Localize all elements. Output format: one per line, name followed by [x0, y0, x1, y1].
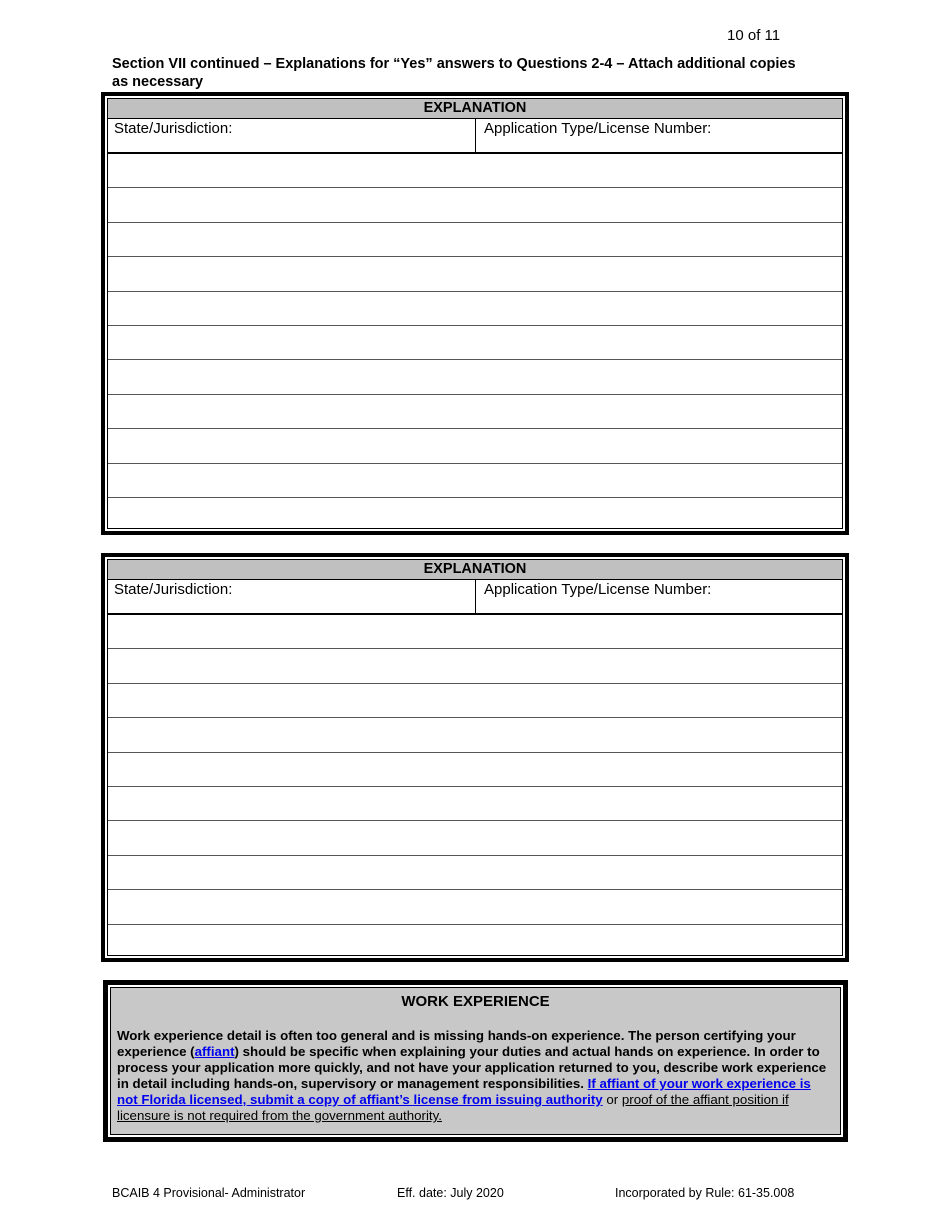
license-number-field[interactable] [476, 580, 842, 613]
license-requirement-link[interactable]: If affiant of your work experience is not Florida licensed, submit a copy of affiant’s license from issuing authority [117, 1076, 811, 1107]
work-experience-box [103, 980, 848, 1142]
explanation-line[interactable] [108, 856, 842, 890]
work-experience-text [117, 1028, 834, 1124]
explanation-lines-1 [108, 154, 842, 531]
explanation-line[interactable] [108, 154, 842, 188]
explanation-box-1 [101, 92, 849, 535]
footer-form-name: BCAIB 4 Provisional- Administrator [112, 1186, 306, 1200]
explanation-line[interactable] [108, 718, 842, 752]
explanation-line[interactable] [108, 753, 842, 787]
work-text-part-1: Work experience detail is often too general and is missing hands-on experience. The person certifying your experience ( [117, 1028, 796, 1059]
explanation-box-2 [101, 553, 849, 962]
explanation-line[interactable] [108, 615, 842, 649]
state-jurisdiction-field[interactable] [108, 580, 476, 613]
state-jurisdiction-label: State/Jurisdiction: [114, 581, 233, 598]
license-number-field[interactable] [476, 119, 842, 152]
explanation-line[interactable] [108, 684, 842, 718]
explanation-line[interactable] [108, 223, 842, 257]
explanation-line[interactable] [108, 649, 842, 683]
explanation-line[interactable] [108, 326, 842, 360]
explanation-line[interactable] [108, 257, 842, 291]
footer-eff-date: Eff. date: July 2020 [397, 1186, 504, 1200]
state-jurisdiction-field[interactable] [108, 119, 476, 152]
explanation-lines-2 [108, 615, 842, 958]
license-number-label: Application Type/License Number: [484, 120, 712, 137]
section-title: Section VII continued – Explanations for “Yes” answers to Questions 2-4 – Attach additional copies as necessary [112, 56, 796, 90]
proof-of-position-text: proof of the affiant position if licensure is not required from the government authority. [117, 1092, 789, 1123]
explanation-line[interactable] [108, 395, 842, 429]
work-text-part-2: ) should be specific when explaining your duties and actual hands on experience. In order to process your application more quickly, and not have your application returned to you, describe work experience in detail including hands-on, supervisory or management responsibilities. [117, 1044, 827, 1091]
explanation-line[interactable] [108, 429, 842, 463]
explanation-line[interactable] [108, 292, 842, 326]
explanation-line[interactable] [108, 188, 842, 222]
explanation-line[interactable] [108, 821, 842, 855]
state-jurisdiction-label: State/Jurisdiction: [114, 120, 233, 137]
page-number: 10 of 11 [727, 27, 781, 44]
work-text-or: or [602, 1092, 622, 1107]
explanation-line[interactable] [108, 498, 842, 531]
footer-rule: Incorporated by Rule: 61-35.008 [615, 1186, 795, 1200]
explanation-line[interactable] [108, 787, 842, 821]
affiant-link[interactable]: affiant [194, 1044, 235, 1059]
license-number-label: Application Type/License Number: [484, 581, 712, 598]
explanation-line[interactable] [108, 360, 842, 394]
work-experience-title: WORK EXPERIENCE [401, 993, 550, 1010]
explanation-header: EXPLANATION [108, 99, 842, 119]
explanation-line[interactable] [108, 890, 842, 924]
explanation-line[interactable] [108, 464, 842, 498]
explanation-header: EXPLANATION [108, 560, 842, 580]
explanation-line[interactable] [108, 925, 842, 958]
